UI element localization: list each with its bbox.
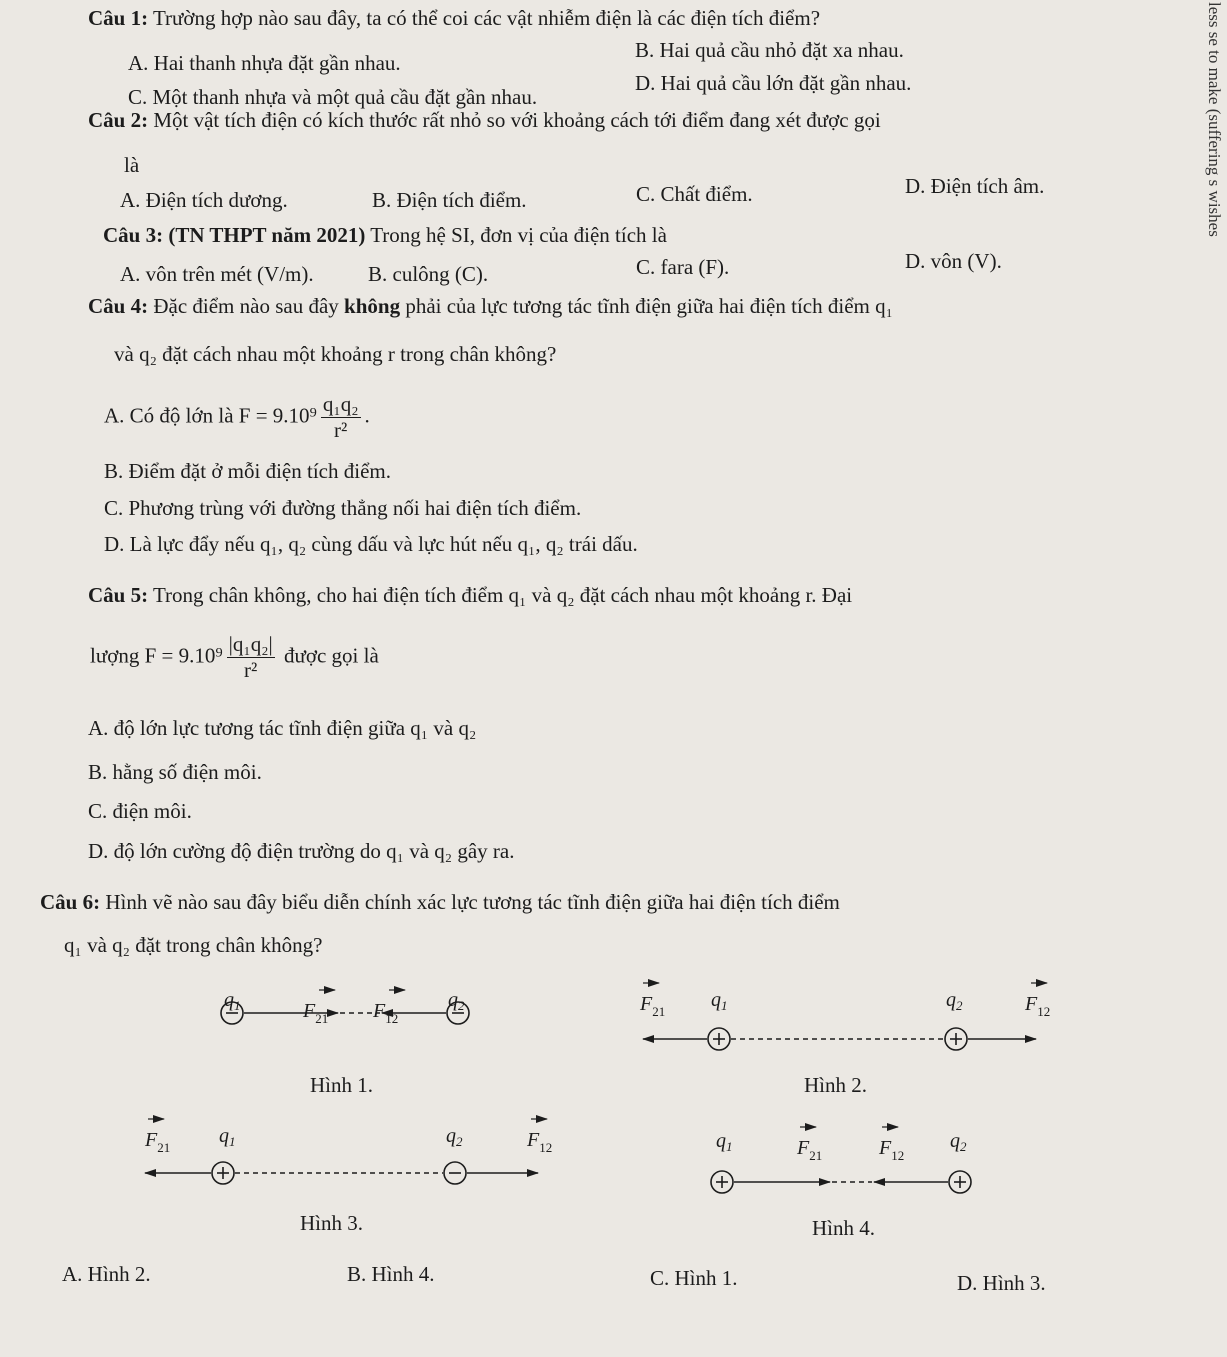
q2-stem-cont: là — [124, 153, 140, 177]
fig1-label-f12: $F_{12}$ — [373, 1000, 399, 1026]
q5-formula-suffix: được gọi là — [283, 643, 379, 668]
q5-option-a: A. độ lớn lực tương tác tĩnh điện giữa q₁ và q₂ — [88, 716, 477, 740]
margin-bleed-text: less se to make (suffering s wishes — [1205, 2, 1224, 237]
fig1-label-q1: $q_1$ — [224, 989, 241, 1013]
q2-option-c: C. Chất điểm. — [636, 182, 753, 206]
q4-option-a: A. Có độ lớn là F = 9.10⁹ $\frac{\text{q₁q₂}}{\text{r²}}$ . — [104, 392, 370, 443]
q4-option-a-text: A. Có độ lớn là F = 9.10⁹ — [104, 403, 317, 428]
q3-text: Trong hệ SI, đơn vị của điện tích là — [370, 223, 667, 247]
fig3-label-f21: $F_{21}$ — [145, 1129, 171, 1155]
figure-4 — [711, 1127, 971, 1193]
q1-title: Câu 1: — [88, 6, 149, 30]
fig2-label-q2: $q_2$ — [946, 989, 963, 1013]
q2-option-a: A. Điện tích dương. — [120, 188, 288, 212]
q4-text-post: phải của lực tương tác tĩnh điện giữa hai điện tích điểm q₁ — [405, 294, 893, 318]
figure-1 — [221, 990, 469, 1024]
fig4-label-q1: $q_1$ — [716, 1130, 733, 1154]
q4-option-c: C. Phương trùng với đường thẳng nối hai điện tích điểm. — [104, 496, 582, 520]
q6-option-b: B. Hình 4. — [347, 1262, 435, 1286]
fig1-caption: Hình 1. — [310, 1073, 373, 1097]
q5-option-d: D. độ lớn cường độ điện trường do q₁ và q₂ gây ra. — [88, 839, 515, 863]
fig4-label-f12: $F_{12}$ — [879, 1137, 905, 1163]
q6-option-d: D. Hình 3. — [957, 1271, 1046, 1295]
q4-option-b: B. Điểm đặt ở mỗi điện tích điểm. — [104, 459, 391, 483]
q6-text: Hình vẽ nào sau đây biểu diễn chính xác lực tương tác tĩnh điện giữa hai điện tích điểm — [105, 890, 840, 914]
fig2-label-q1: $q_1$ — [711, 989, 728, 1013]
fig2-label-f12: $F_{12}$ — [1025, 993, 1051, 1019]
q4-option-d: D. Là lực đẩy nếu q₁, q₂ cùng dấu và lực hút nếu q₁, q₂ trái dấu. — [104, 532, 638, 556]
q6-option-a: A. Hình 2. — [62, 1262, 151, 1286]
q2-text: Một vật tích điện có kích thước rất nhỏ so với khoảng cách tới điểm đang xét được gọi — [153, 108, 881, 132]
q4-stem-cont: và q₂ đặt cách nhau một khoảng r trong chân không? — [114, 342, 557, 366]
fig2-caption: Hình 2. — [804, 1073, 867, 1097]
figure-3 — [145, 1119, 547, 1184]
fig4-label-f21: $F_{21}$ — [797, 1137, 823, 1163]
q1-option-b: B. Hai quả cầu nhỏ đặt xa nhau. — [635, 38, 904, 62]
q5-title: Câu 5: — [88, 583, 149, 607]
fig3-label-q1: $q_1$ — [219, 1125, 236, 1149]
fig4-label-q2: $q_2$ — [950, 1130, 967, 1154]
q3-option-a: A. vôn trên mét (V/m). — [120, 262, 314, 286]
fig1-label-q2: $q_2$ — [448, 989, 465, 1013]
q3-option-d: D. vôn (V). — [905, 249, 1002, 273]
q6-stem-cont: q₁ và q₂ đặt trong chân không? — [64, 933, 323, 957]
q6-title: Câu 6: — [40, 890, 101, 914]
q3-title: Câu 3: (TN THPT năm 2021) — [103, 223, 366, 247]
fig4-caption: Hình 4. — [812, 1216, 875, 1240]
fig3-label-q2: $q_2$ — [446, 1125, 463, 1149]
q1-option-a: A. Hai thanh nhựa đặt gần nhau. — [128, 51, 401, 75]
q1-option-d: D. Hai quả cầu lớn đặt gần nhau. — [635, 71, 912, 95]
q4-formula-denominator: r² — [334, 418, 348, 443]
q5-text: Trong chân không, cho hai điện tích điểm q₁ và q₂ đặt cách nhau một khoảng r. Đại — [152, 583, 853, 607]
q5-option-b: B. hằng số điện môi. — [88, 760, 262, 784]
q4-formula-numerator: q₁q₂ — [321, 392, 361, 418]
q2-option-b: B. Điện tích điểm. — [372, 188, 527, 212]
q4-text-pre: Đặc điểm nào sau đây — [153, 294, 339, 318]
q3-option-c: C. fara (F). — [636, 255, 730, 279]
fig3-caption: Hình 3. — [300, 1211, 363, 1235]
q3-option-b: B. culông (C). — [368, 262, 489, 286]
q1-option-c: C. Một thanh nhựa và một quả cầu đặt gần nhau. — [128, 85, 538, 109]
fig2-label-f21: $F_{21}$ — [640, 993, 666, 1019]
fig1-label-f21: $F_{21}$ — [303, 1000, 329, 1026]
figure-2 — [643, 983, 1047, 1050]
q1-text: Trường hợp nào sau đây, ta có thể coi các vật nhiễm điện là các điện tích điểm? — [152, 6, 821, 30]
q4-text-bold: không — [344, 294, 401, 318]
q2-option-d: D. Điện tích âm. — [905, 174, 1045, 198]
q6-option-c: C. Hình 1. — [650, 1266, 738, 1290]
q4-title: Câu 4: — [88, 294, 149, 318]
q2-title: Câu 2: — [88, 108, 149, 132]
q5-formula-denominator: r² — [244, 658, 258, 683]
q5-formula-numerator: |q₁q₂| — [227, 632, 275, 658]
fig3-label-f12: $F_{12}$ — [527, 1129, 553, 1155]
q5-formula-text: lượng F = 9.10⁹ — [90, 643, 223, 668]
q5-option-c: C. điện môi. — [88, 799, 192, 823]
